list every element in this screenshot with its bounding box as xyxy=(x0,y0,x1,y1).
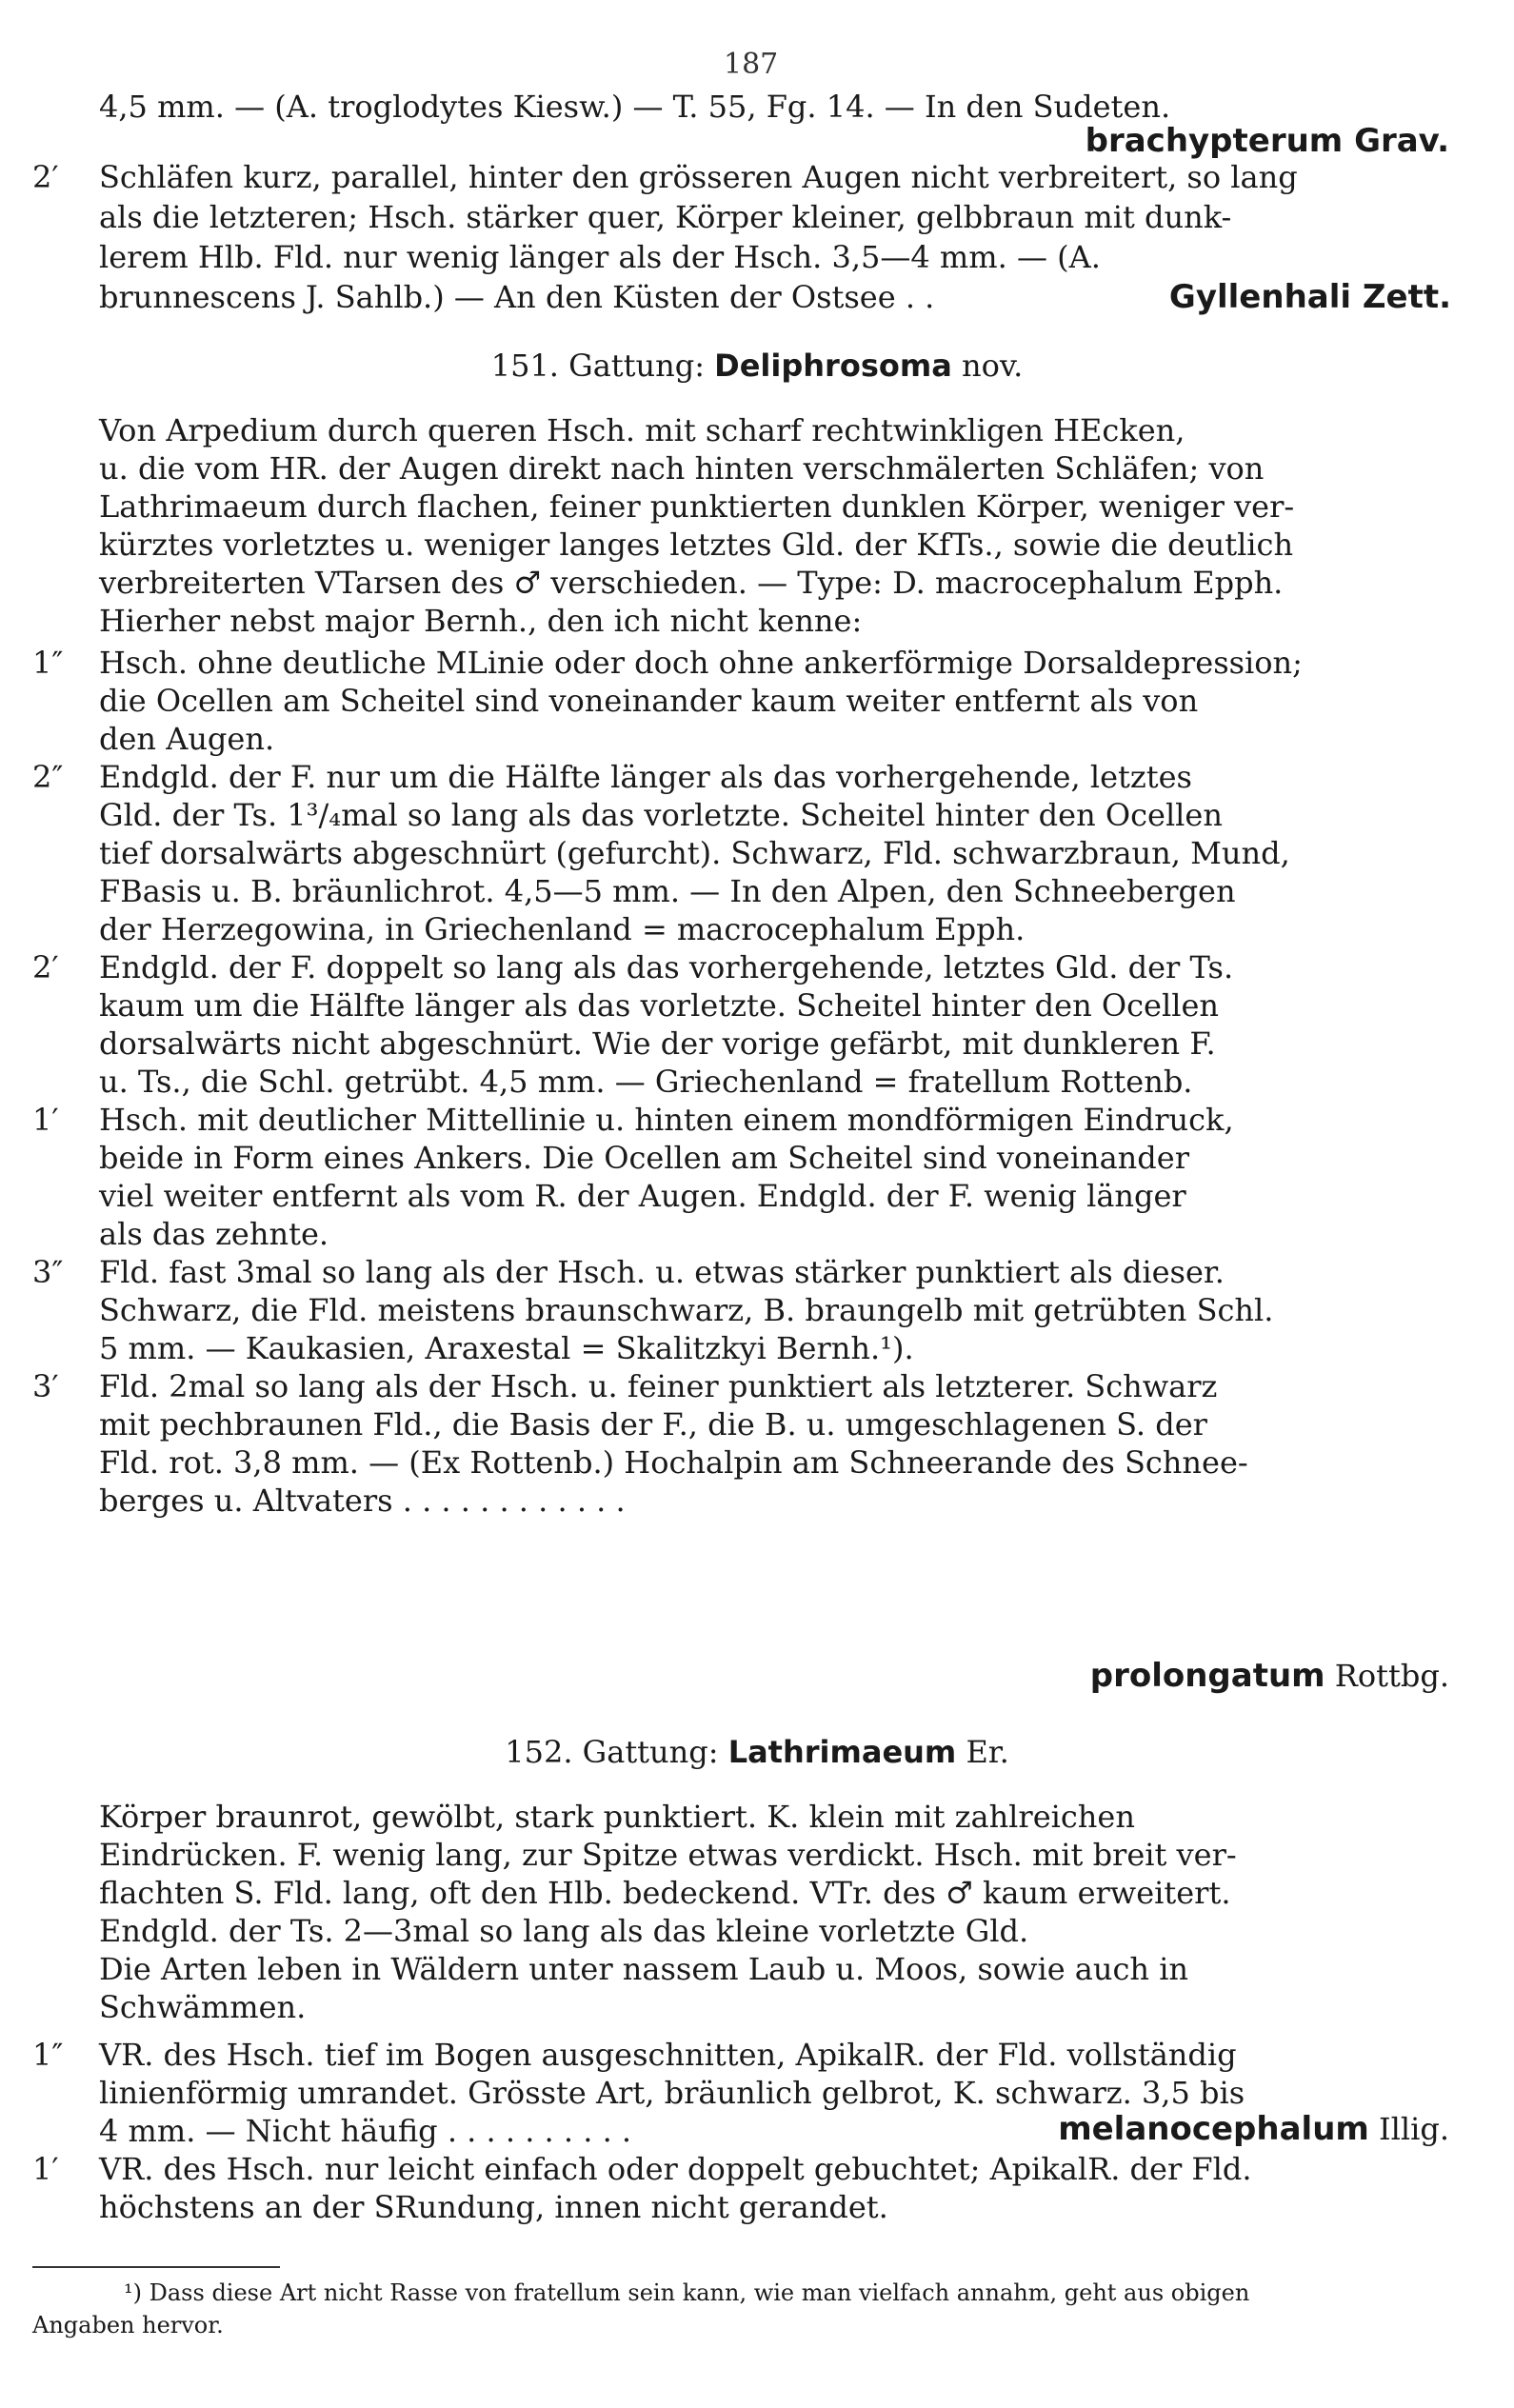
text-line: Endgld. der F. nur um die Hälfte länger als das vorhergehende, letztes xyxy=(99,759,1192,795)
text-line: Endgld. der F. doppelt so lang als das vorhergehende, letztes Gld. der Ts. xyxy=(99,949,1234,985)
text-line: Schläfen kurz, parallel, hinter den grösseren Augen nicht verbreitert, so lang xyxy=(99,159,1298,195)
heading-prefix: 152. Gattung: xyxy=(505,1734,719,1770)
text-line: u. Ts., die Schl. getrübt. 4,5 mm. — Griechenland = fratellum Rottenb. xyxy=(99,1064,1193,1100)
text-line: tief dorsalwärts abgeschnürt (gefurcht). Schwarz, Fld. schwarzbraun, Mund, xyxy=(99,835,1290,871)
text-line: lerem Hlb. Fld. nur wenig länger als der Hsch. 3,5—4 mm. — (A. xyxy=(99,239,1101,275)
key-marker: 1″ xyxy=(32,645,64,681)
text-line: FBasis u. B. bräunlichrot. 4,5—5 mm. — In den Alpen, den Schneebergen xyxy=(99,873,1236,909)
text-line: Fld. fast 3mal so lang als der Hsch. u. etwas stärker punktiert als dieser. xyxy=(99,1254,1225,1290)
text-line: Hierher nebst major Bernh., den ich nicht kenne: xyxy=(99,603,863,639)
text-line: kaum um die Hälfte länger als das vorletzte. Scheitel hinter den Ocellen xyxy=(99,987,1219,1024)
text-line: linienförmig umrandet. Grösste Art, bräunlich gelbrot, K. schwarz. 3,5 bis xyxy=(99,2075,1245,2111)
key-marker: 2″ xyxy=(32,759,64,795)
text-line: viel weiter entfernt als vom R. der Augen. Endgld. der F. wenig länger xyxy=(99,1178,1186,1214)
species-melanocephalum: melanocephalum xyxy=(1058,2110,1369,2148)
text-line: mit pechbraunen Fld., die Basis der F., die B. u. umgeschlagenen S. der xyxy=(99,1406,1207,1443)
page-number: 187 xyxy=(724,48,779,81)
text-line: berges u. Altvaters . . . . . . . . . . . . xyxy=(99,1483,626,1519)
text-line xyxy=(99,278,1451,316)
species-author: Rottbg. xyxy=(1334,1658,1449,1694)
text-line: Lathrimaeum durch flachen, feiner punktierten dunklen Körper, weniger ver- xyxy=(99,488,1295,525)
key-marker: 2′ xyxy=(32,949,59,985)
key-marker: 2′ xyxy=(32,159,59,195)
text-line: Körper braunrot, gewölbt, stark punktiert. K. klein mit zahlreichen xyxy=(99,1799,1135,1835)
text-line: Die Arten leben in Wäldern unter nassem Laub u. Moos, sowie auch in xyxy=(99,1951,1189,1987)
text-line: verbreiterten VTarsen des ♂ verschieden. — Type: D. macrocephalum Epph. xyxy=(99,565,1284,601)
text-line: Hsch. ohne deutliche MLinie oder doch ohne ankerförmige Dorsaldepression; xyxy=(99,645,1303,681)
heading-suffix: Er. xyxy=(966,1734,1009,1770)
species-line xyxy=(99,1657,1449,1695)
text-line: dorsalwärts nicht abgeschnürt. Wie der vorige gefärbt, mit dunkleren F. xyxy=(99,1025,1216,1062)
footnote-line: Angaben hervor. xyxy=(32,2312,224,2338)
footnote-text: Dass diese Art nicht Rasse von fratellum sein kann, wie man vielfach annahm, geht aus obigen xyxy=(149,2279,1250,2306)
footnote-marker: ¹) xyxy=(124,2279,142,2306)
text-line: der Herzegowina, in Griechenland = macrocephalum Epph. xyxy=(99,911,1026,947)
footnote-rule xyxy=(32,2266,280,2268)
text-line: als das zehnte. xyxy=(99,1216,329,1252)
species-author: Illig. xyxy=(1379,2111,1449,2147)
text-line: Fld. rot. 3,8 mm. — (Ex Rottenb.) Hochalpin am Schneerande des Schnee- xyxy=(99,1444,1248,1481)
text-line: Hsch. mit deutlicher Mittellinie u. hinten einem mondförmigen Eindruck, xyxy=(99,1102,1234,1138)
text-line: VR. des Hsch. nur leicht einfach oder doppelt gebuchtet; ApikalR. der Fld. xyxy=(99,2151,1252,2187)
heading-suffix: nov. xyxy=(961,348,1024,384)
text-line: den Augen. xyxy=(99,721,275,757)
text-line: die Ocellen am Scheitel sind voneinander kaum weiter entfernt als von xyxy=(99,683,1199,719)
key-marker: 3″ xyxy=(32,1254,64,1290)
species-prolongatum: prolongatum xyxy=(1089,1657,1325,1695)
text-line: u. die vom HR. der Augen direkt nach hinten verschmälerten Schläfen; von xyxy=(99,450,1265,487)
text-line: VR. des Hsch. tief im Bogen ausgeschnitten, ApikalR. der Fld. vollständig xyxy=(99,2037,1237,2073)
text-line: 5 mm. — Kaukasien, Araxestal = Skalitzkyi Bernh.¹). xyxy=(99,1330,914,1366)
key-marker: 1′ xyxy=(32,1102,59,1138)
section-heading xyxy=(0,1731,1514,1773)
species-brachypterum: brachypterum Grav. xyxy=(1085,122,1449,160)
text-line: als die letzteren; Hsch. stärker quer, Körper kleiner, gelbbraun mit dunk- xyxy=(99,199,1232,235)
genus-name: Lathrimaeum xyxy=(727,1734,957,1770)
key-marker: 1″ xyxy=(32,2037,64,2073)
species-gyllenhali: Gyllenhali Zett. xyxy=(1168,278,1451,316)
text-line: beide in Form eines Ankers. Die Ocellen am Scheitel sind voneinander xyxy=(99,1140,1189,1176)
key-marker: 1′ xyxy=(32,2151,59,2187)
text-span: brunnescens J. Sahlb.) — An den Küsten der Ostsee . . xyxy=(99,279,935,315)
text-line: Schwarz, die Fld. meistens braunschwarz, B. braungelb mit getrübten Schl. xyxy=(99,1292,1274,1328)
text-line: flachten S. Fld. lang, oft den Hlb. bedeckend. VTr. des ♂ kaum erweitert. xyxy=(99,1875,1231,1911)
footnote-line xyxy=(124,2278,1514,2308)
text-line: kürztes vorletztes u. weniger langes letztes Gld. der KfTs., sowie die deutlich xyxy=(99,527,1294,563)
text-line: 4 mm. — Nicht häufig . . . . . . . . . . xyxy=(99,2113,632,2149)
text-line: Von Arpedium durch queren Hsch. mit scharf rechtwinkligen HEcken, xyxy=(99,412,1185,448)
key-marker: 3′ xyxy=(32,1368,59,1404)
text-line: 4,5 mm. — (A. troglodytes Kiesw.) — T. 55, Fg. 14. — In den Sudeten. xyxy=(99,89,1171,125)
species-line xyxy=(99,2110,1449,2148)
text-line: höchstens an der SRundung, innen nicht gerandet. xyxy=(99,2189,888,2225)
text-line: Gld. der Ts. 1³/₄mal so lang als das vorletzte. Scheitel hinter den Ocellen xyxy=(99,797,1223,833)
text-line: Schwämmen. xyxy=(99,1989,307,2025)
genus-name: Deliphrosoma xyxy=(714,348,952,384)
heading-prefix: 151. Gattung: xyxy=(490,348,705,384)
species-name xyxy=(99,122,1449,160)
section-heading xyxy=(0,345,1514,387)
text-line: Eindrücken. F. wenig lang, zur Spitze etwas verdickt. Hsch. mit breit ver- xyxy=(99,1837,1237,1873)
text-line: Fld. 2mal so lang als der Hsch. u. feiner punktiert als letzterer. Schwarz xyxy=(99,1368,1218,1404)
text-line: Endgld. der Ts. 2—3mal so lang als das kleine vorletzte Gld. xyxy=(99,1913,1029,1949)
